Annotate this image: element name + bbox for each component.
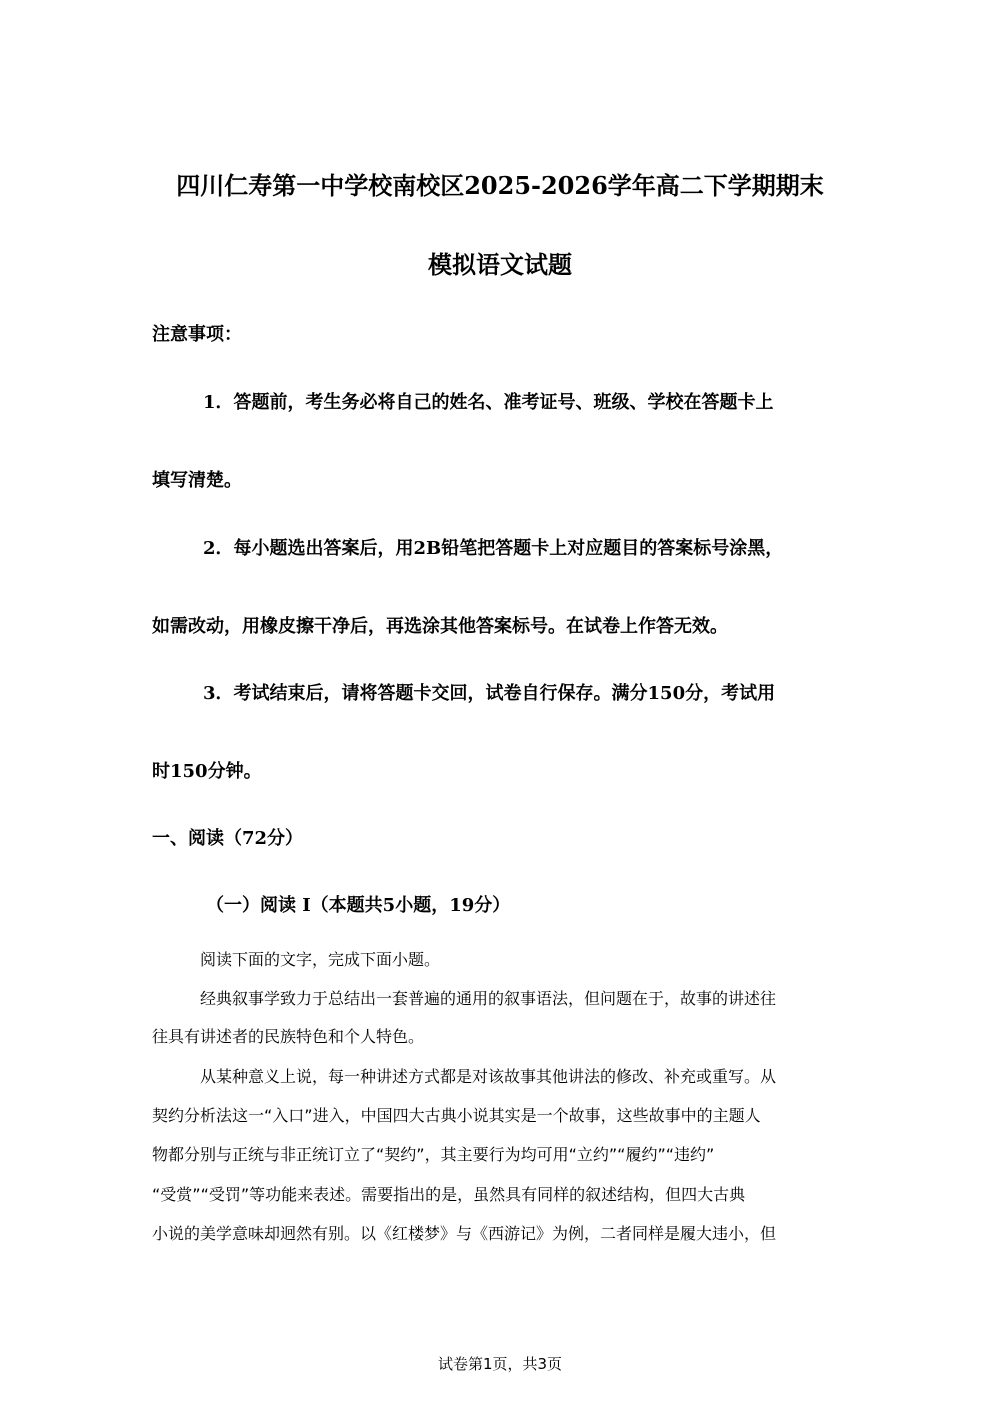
passage-p2-line2: 契约分析法这一“入口”进入，中国四大古典小说其实是一个故事，这些故事中的主题人 bbox=[152, 1106, 761, 1125]
notice-item-1-line1: 1．答题前，考生务必将自己的姓名、准考证号、班级、学校在答题卡上 bbox=[203, 392, 774, 413]
passage-p2-line5: 小说的美学意味却迥然有别。以《红楼梦》与《西游记》为例，二者同样是履大违小，但 bbox=[152, 1224, 777, 1243]
exam-title-line2: 模拟语文试题 bbox=[428, 250, 572, 279]
section-heading: 一、阅读（72分） bbox=[152, 828, 304, 849]
notice-item-2-line1: 2．每小题选出答案后，用2B铅笔把答题卡上对应题目的答案标号涂黑， bbox=[203, 538, 784, 559]
exam-title-line1: 四川仁寿第一中学校南校区2025-2026学年高二下学期期末 bbox=[176, 171, 824, 200]
notice-item-3-line1: 3．考试结束后，请将答题卡交回，试卷自行保存。满分150分，考试用 bbox=[203, 683, 776, 704]
passage-p2-line4: “受赏”“受罚”等功能来表述。需要指出的是，虽然具有同样的叙述结构，但四大古典 bbox=[152, 1185, 746, 1204]
passage-p2-line3: 物都分别与正统与非正统订立了“契约”，其主要行为均可用“立约”“履约”“违约” bbox=[152, 1145, 715, 1164]
notice-heading: 注意事项： bbox=[152, 324, 242, 345]
notice-item-1-line2: 填写清楚。 bbox=[152, 470, 242, 491]
notice-item-2-line2: 如需改动，用橡皮擦干净后，再选涂其他答案标号。在试卷上作答无效。 bbox=[152, 616, 728, 637]
notice-item-3-line2: 时150分钟。 bbox=[152, 761, 262, 782]
page-footer: 试卷第1页，共3页 bbox=[437, 1355, 563, 1373]
passage-p1-line2: 往具有讲述者的民族特色和个人特色。 bbox=[152, 1027, 425, 1046]
passage-p2-line1: 从某种意义上说，每一种讲述方式都是对该故事其他讲法的修改、补充或重写。从 bbox=[200, 1067, 777, 1086]
section-subheading: （一）阅读 I（本题共5小题，19分） bbox=[206, 895, 511, 916]
passage-p1-line1: 经典叙事学致力于总结出一套普遍的通用的叙事语法，但问题在于，故事的讲述往 bbox=[200, 989, 777, 1008]
passage-instruction: 阅读下面的文字，完成下面小题。 bbox=[200, 950, 441, 969]
